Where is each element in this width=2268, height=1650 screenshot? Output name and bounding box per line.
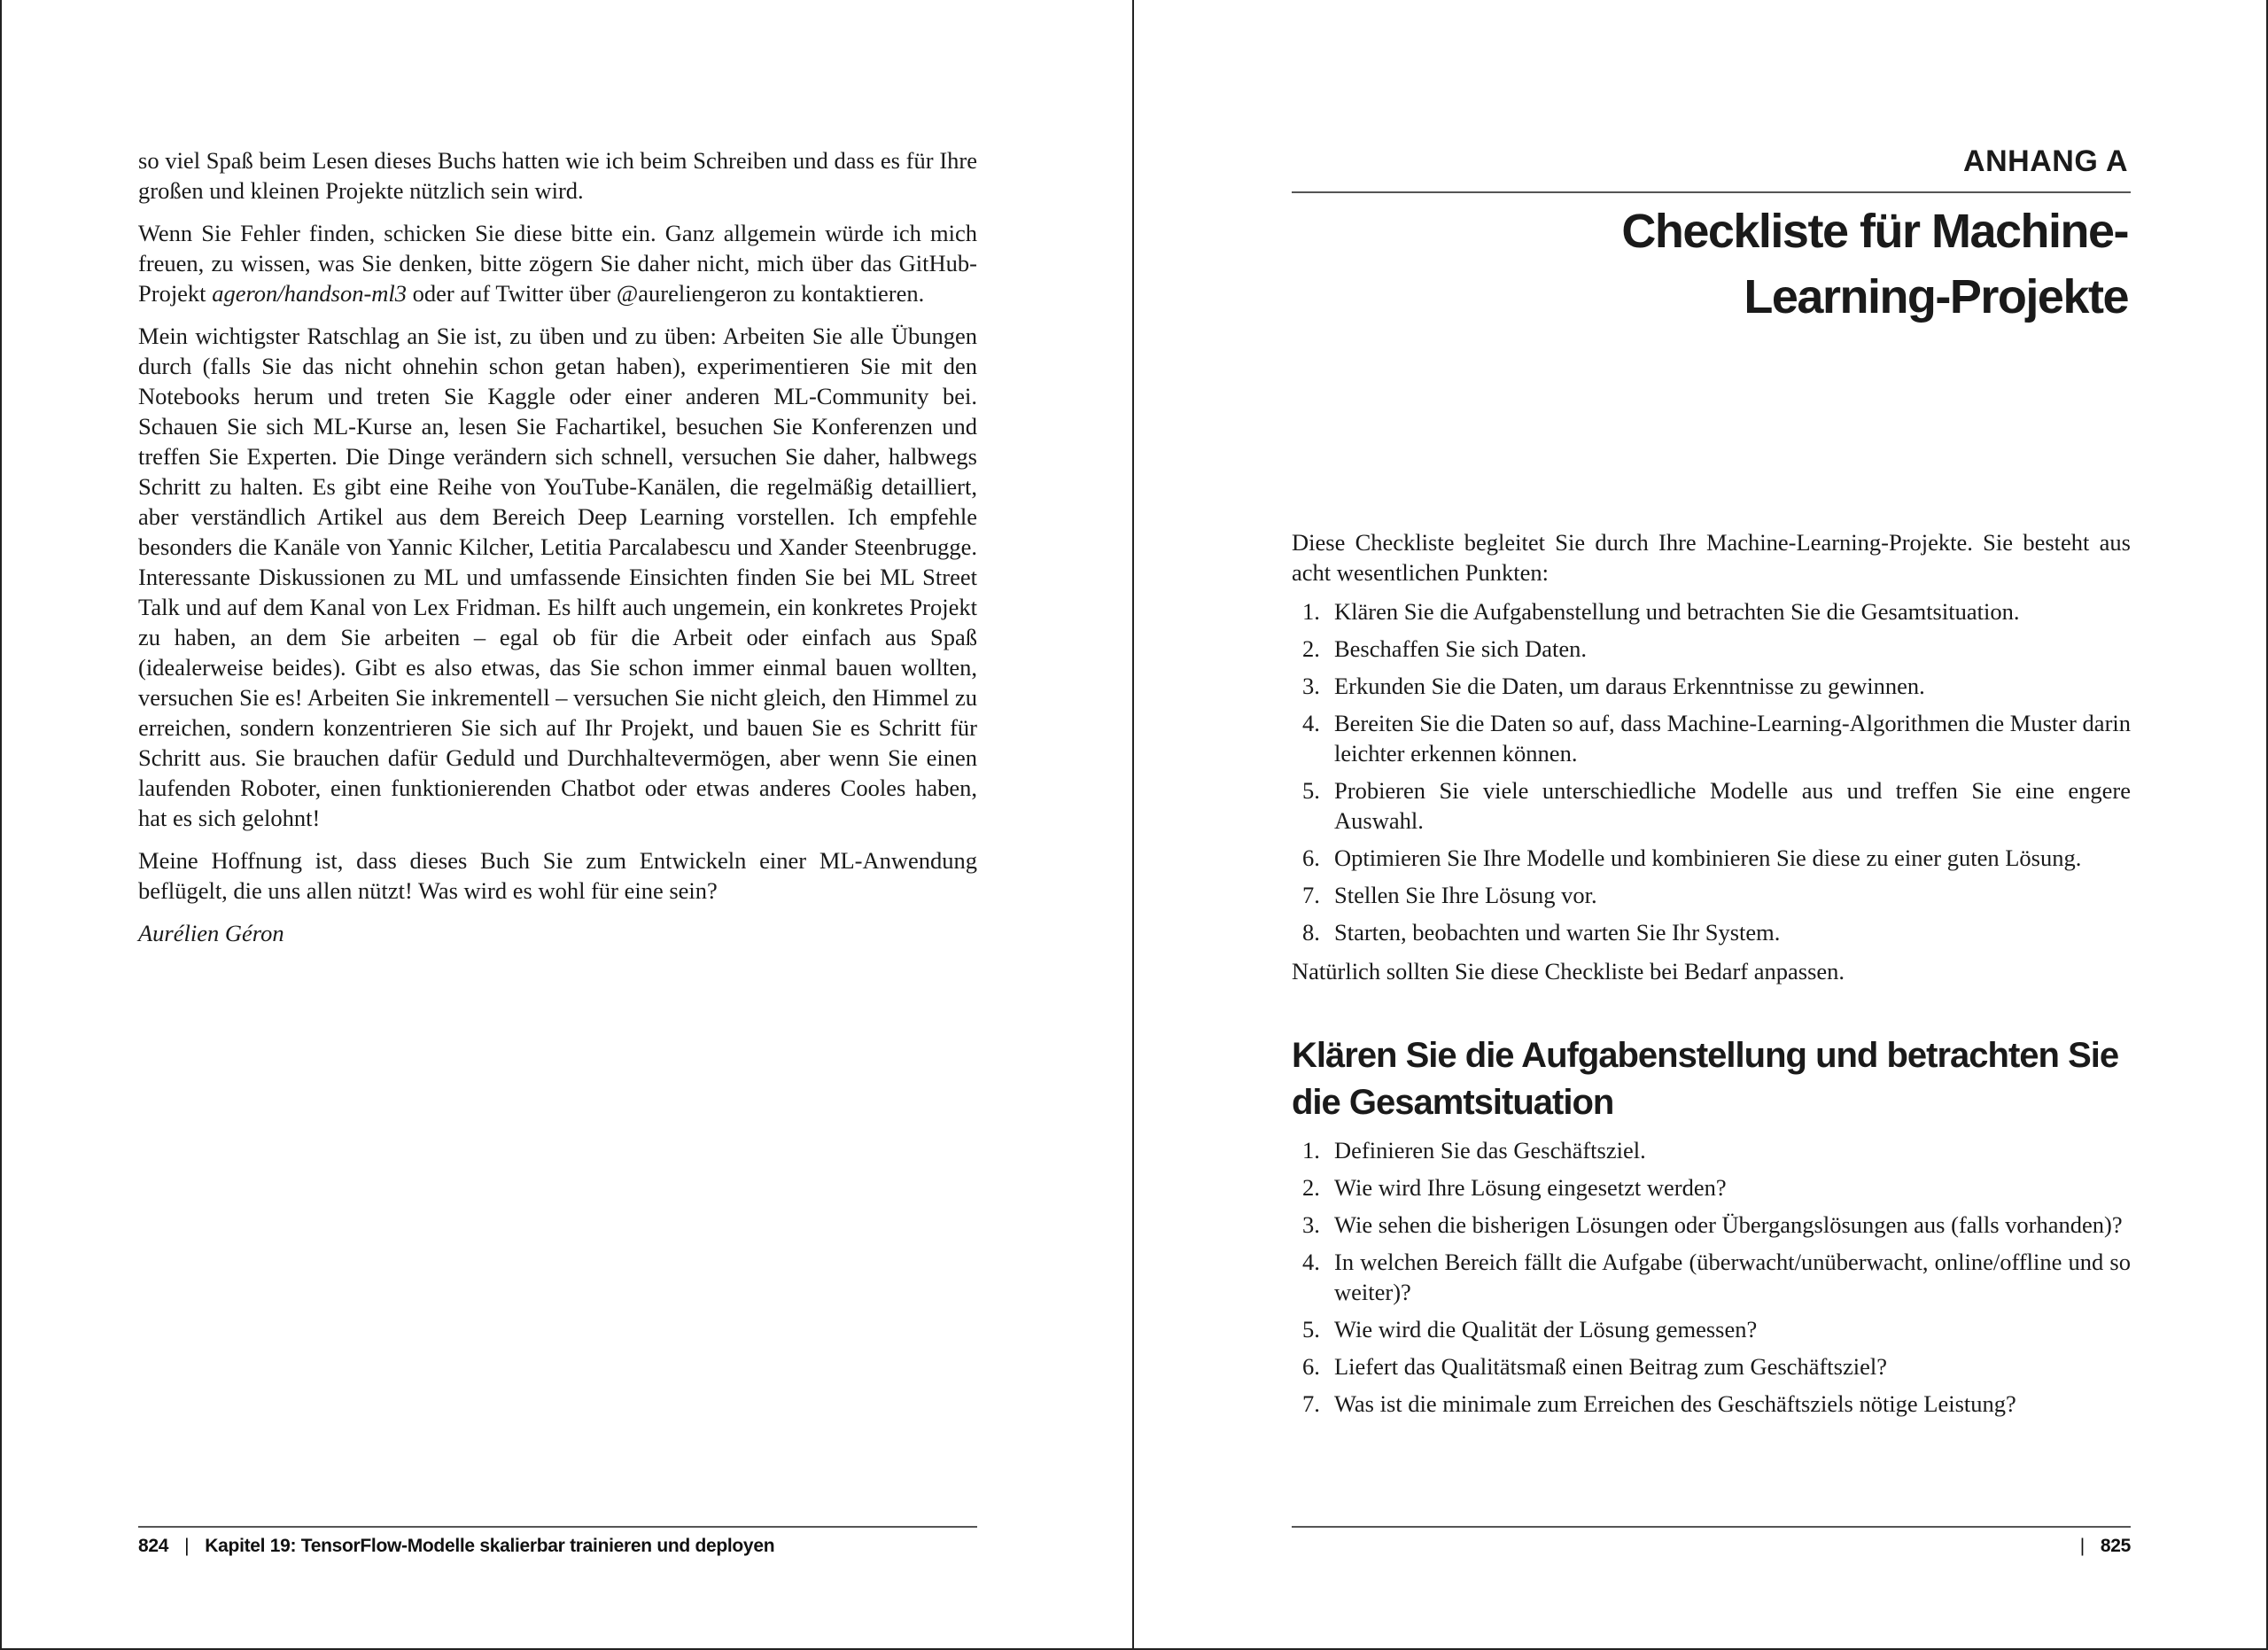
list-item: [1292, 1389, 2131, 1419]
list-number: 2.: [1302, 1174, 1320, 1201]
list-number: 3.: [1302, 1211, 1320, 1238]
footer-separator: |: [184, 1536, 190, 1556]
github-repo-name: ageron/handson-ml3: [212, 280, 408, 307]
section-items: [1292, 1135, 2131, 1419]
appendix-label: ANHANG A: [1963, 144, 2128, 178]
chapter-title: [1292, 198, 2128, 330]
list-text: Wie sehen die bisherigen Lösungen oder Übergangslösungen aus (falls vorhanden)?: [1334, 1211, 2123, 1238]
right-page-body: [1292, 527, 2131, 1428]
list-item: [1292, 1210, 2131, 1240]
list-text: Beschaffen Sie sich Daten.: [1334, 635, 1588, 662]
list-text: Wie wird Ihre Lösung eingesetzt werden?: [1334, 1174, 1727, 1201]
list-item: [1292, 917, 2131, 947]
list-item: [1292, 708, 2131, 768]
left-page-footer: [138, 1533, 774, 1560]
list-text: Optimieren Sie Ihre Modelle und kombinieren Sie diese zu einer guten Lösung.: [1334, 844, 2082, 871]
paragraph-advice: Mein wichtigster Ratschlag an Sie ist, zu üben und zu üben: Arbeiten Sie alle Übungen durch (falls Sie das nicht ohnehin schon getan haben), experimentieren Sie mit den Notebooks herum und treten Sie Kaggle oder einer anderen ML-Community bei. Schauen Sie sich ML-Kurse an, lesen Sie Fachartikel, besuchen Sie Konferenzen und treffen Sie Experten. Die Dinge verändern sich schnell, versuchen Sie daher, halbwegs Schritt zu halten. Es gibt eine Reihe von YouTube-Kanälen, die regelmäßig detailliert, aber verständlich Artikel aus dem Bereich Deep Learning vorstellen. Ich empfehle besonders die Kanäle von Yannic Kilcher, Letitia Parcalabescu und Xander Steenbrugge. Interessante Diskussionen zu ML und umfassende Einsichten finden Sie bei ML Street Talk und auf dem Kanal von Lex Fridman. Es hilft auch ungemein, ein konkretes Projekt zu haben, an dem Sie arbeiten – egal ob für die Arbeit oder einfach aus Spaß (idealerweise beides). Gibt es also etwas, das Sie schon immer einmal bauen wollten, versuchen Sie es! Arbeiten Sie inkrementell – versuchen Sie nicht gleich, den Himmel zu erreichen, sondern konzentrieren Sie sich auf Ihr Projekt, und bauen Sie es Schritt für Schritt aus. Sie brauchen dafür Geduld und Durchhaltevermögen, aber wenn Sie einen laufenden Roboter, einen funktionierenden Chatbot oder etwas anderes Cooles haben, hat es sich gelohnt!: [138, 323, 977, 831]
list-text: Erkunden Sie die Daten, um daraus Erkenntnisse zu gewinnen.: [1334, 673, 1925, 699]
list-number: 4.: [1302, 1249, 1320, 1275]
list-number: 2.: [1302, 635, 1320, 662]
checklist-closing: Natürlich sollten Sie diese Checkliste bei Bedarf anpassen.: [1292, 958, 1845, 985]
list-text: Klären Sie die Aufgabenstellung und betrachten Sie die Gesamtsituation.: [1334, 598, 2020, 625]
list-item: [1292, 775, 2131, 836]
list-item: [1292, 843, 2131, 873]
list-text: Was ist die minimale zum Erreichen des Geschäftsziels nötige Leistung?: [1334, 1390, 2016, 1417]
left-footer-rule: [138, 1526, 977, 1528]
checklist-steps: [1292, 596, 2131, 947]
list-number: 1.: [1302, 1137, 1320, 1164]
list-item: [1292, 596, 2131, 627]
list-number: 8.: [1302, 919, 1320, 946]
list-number: 6.: [1302, 1353, 1320, 1380]
right-page-number: 825: [2100, 1536, 2131, 1556]
chapter-title-line-1: Checkliste für Machine-: [1621, 205, 2128, 258]
feedback-text-start: Wenn Sie Fehler finden, schicken Sie diese bitte ein. Ganz allgemein würde ich mich freuen, zu wissen, was Sie denken, bitte zögern Sie daher nicht, mich über das GitHub-Projekt: [138, 220, 977, 307]
paragraph-feedback: [138, 218, 977, 308]
author-signature: Aurélien Géron: [138, 920, 284, 946]
list-number: 1.: [1302, 598, 1320, 625]
list-item: [1292, 1135, 2131, 1165]
paragraph-hope: Meine Hoffnung ist, dass dieses Buch Sie zum Entwickeln einer ML-Anwendung beflügelt, die uns allen nützt! Was wird es wohl für eine sein?: [138, 847, 977, 904]
list-item: [1292, 1172, 2131, 1202]
list-item: [1292, 634, 2131, 664]
paragraph-closing-wish: so viel Spaß beim Lesen dieses Buchs hatten wie ich beim Schreiben und dass es für Ihre großen und kleinen Projekte nützlich sein wird.: [138, 147, 977, 204]
list-number: 5.: [1302, 1316, 1320, 1343]
running-chapter-title: Kapitel 19: TensorFlow-Modelle skalierbar trainieren und deployen: [205, 1536, 775, 1556]
list-number: 5.: [1302, 777, 1320, 804]
chapter-title-line-2: Learning-Projekte: [1744, 270, 2128, 323]
list-item: [1292, 880, 2131, 910]
list-number: 6.: [1302, 844, 1320, 871]
section-heading: Klären Sie die Aufgabenstellung und betrachten Sie die Gesamtsituation: [1292, 1036, 2119, 1122]
feedback-text-end: oder auf Twitter über @aureliengeron zu kontaktieren.: [407, 280, 925, 307]
list-text: Starten, beobachten und warten Sie Ihr System.: [1334, 919, 1781, 946]
footer-separator: |: [2079, 1536, 2085, 1556]
left-page-number: 824: [138, 1536, 169, 1556]
right-page-footer: [1292, 1533, 2131, 1560]
list-number: 3.: [1302, 673, 1320, 699]
left-page-body: [138, 145, 977, 961]
left-page: [0, 0, 1133, 1650]
right-footer-rule: [1292, 1526, 2131, 1528]
list-text: In welchen Bereich fällt die Aufgabe (überwacht/unüberwacht, online/offline und so weiter)?: [1334, 1249, 2131, 1305]
list-text: Liefert das Qualitätsmaß einen Beitrag zum Geschäftsziel?: [1334, 1353, 1887, 1380]
list-item: [1292, 1247, 2131, 1307]
list-number: 7.: [1302, 1390, 1320, 1417]
list-item: [1292, 1351, 2131, 1381]
title-rule: [1292, 191, 2131, 193]
list-text: Definieren Sie das Geschäftsziel.: [1334, 1137, 1646, 1164]
checklist-intro: Diese Checkliste begleitet Sie durch Ihre Machine-Learning-Projekte. Sie besteht aus acht wesentlichen Punkten:: [1292, 529, 2131, 586]
list-text: Stellen Sie Ihre Lösung vor.: [1334, 882, 1597, 908]
list-text: Wie wird die Qualität der Lösung gemessen?: [1334, 1316, 1758, 1343]
list-item: [1292, 671, 2131, 701]
list-text: Probieren Sie viele unterschiedliche Modelle aus und treffen Sie eine engere Auswahl.: [1334, 777, 2131, 834]
list-item: [1292, 1314, 2131, 1344]
right-page: [1133, 0, 2268, 1650]
list-text: Bereiten Sie die Daten so auf, dass Machine-Learning-Algorithmen die Muster darin leichter erkennen können.: [1334, 710, 2131, 767]
list-number: 7.: [1302, 882, 1320, 908]
list-number: 4.: [1302, 710, 1320, 736]
